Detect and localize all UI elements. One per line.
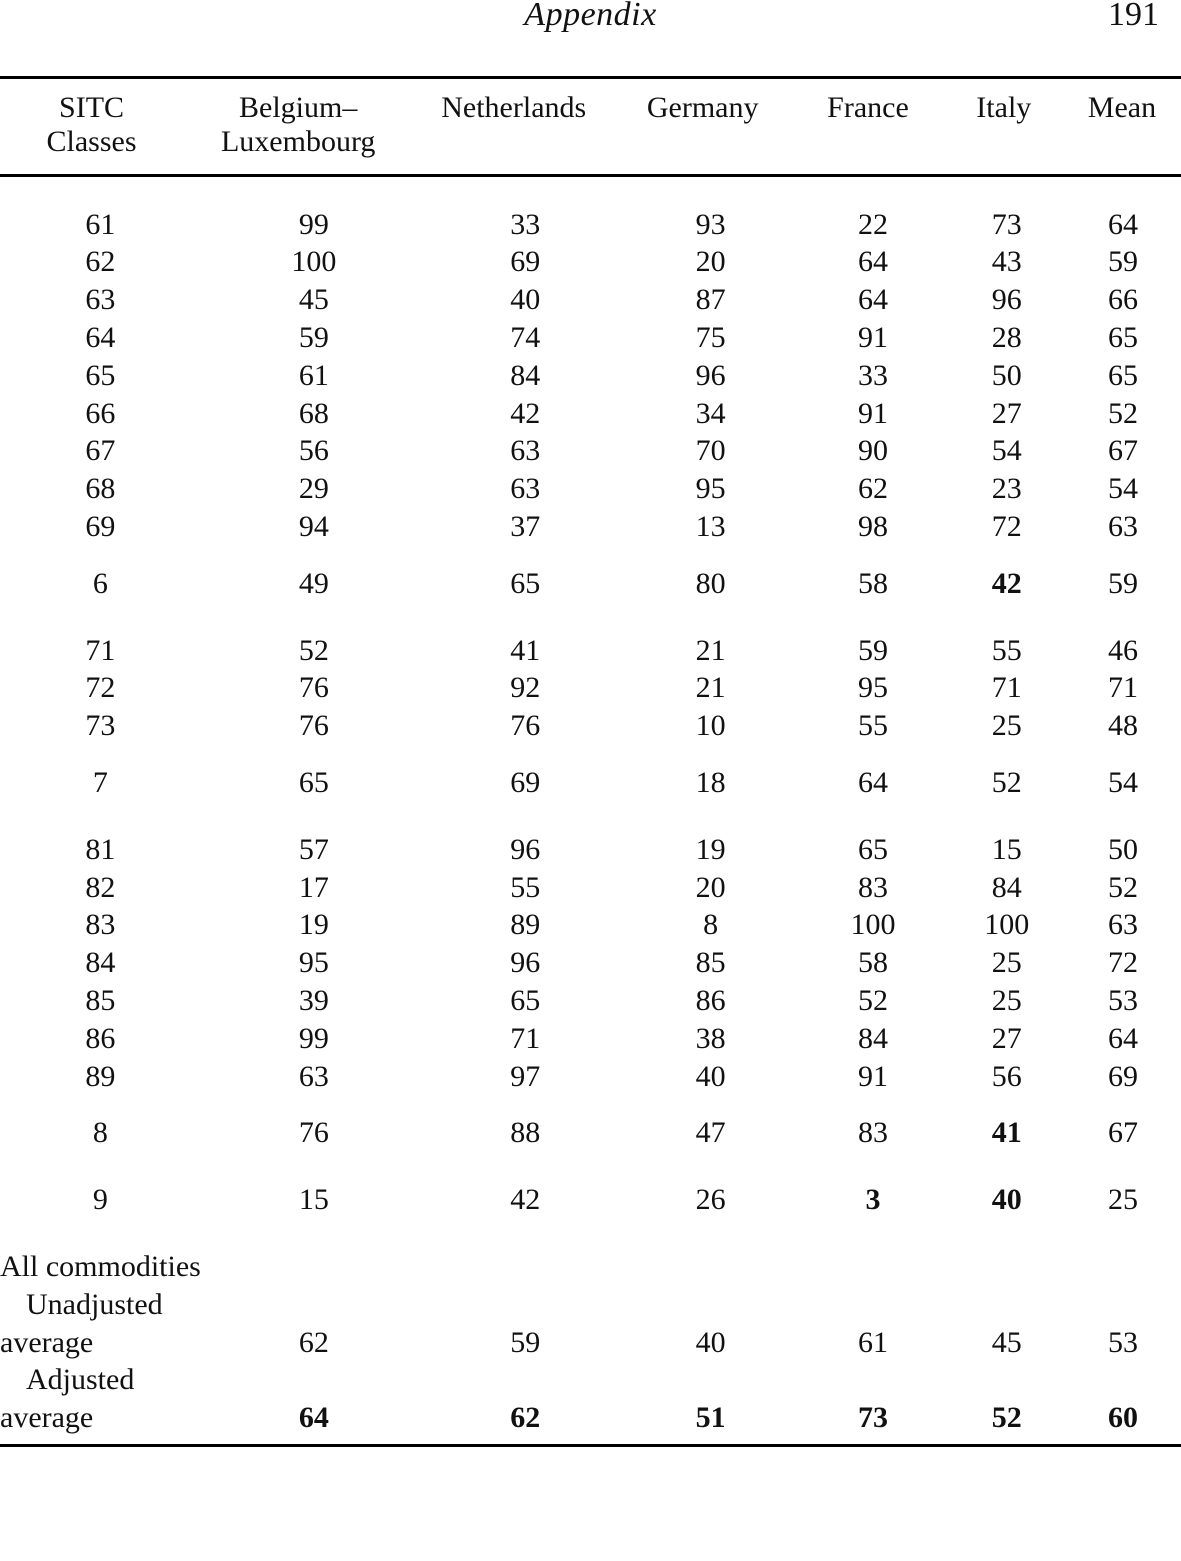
- table-row: [0, 831, 1181, 869]
- row-label: 85: [85, 984, 116, 1018]
- cell-italy: 45: [991, 1325, 1022, 1359]
- cell-belgium: 52: [298, 633, 329, 667]
- spacer-row: [0, 177, 1181, 206]
- cell-italy: 42: [991, 566, 1022, 600]
- adjusted-label: Adjusted: [26, 1363, 135, 1397]
- cell-belgium: 15: [298, 1183, 329, 1217]
- cell-germany: 86: [695, 984, 726, 1018]
- table-row: [0, 1058, 1181, 1096]
- table-row: [0, 244, 1181, 282]
- cell-belgium: 57: [298, 832, 329, 866]
- cell-netherlands: 59: [510, 1325, 541, 1359]
- row-label: 67: [85, 434, 116, 468]
- table-row-subtotal: [0, 1182, 1181, 1220]
- col-header-netherlands: Netherlands: [441, 91, 587, 124]
- cell-belgium: 49: [298, 566, 329, 600]
- row-label: 69: [85, 510, 116, 544]
- row-label: 9: [92, 1183, 108, 1217]
- row-label: 82: [85, 870, 116, 904]
- col-header-belgium-luxembourg: [183, 79, 413, 174]
- table-row: [0, 206, 1181, 244]
- summary-unadjusted-label-row: [0, 1286, 1181, 1324]
- cell-france: 91: [857, 321, 888, 355]
- table-row: [0, 632, 1181, 670]
- cell-netherlands: 40: [510, 283, 541, 317]
- cell-mean: 53: [1107, 1325, 1138, 1359]
- cell-germany: 75: [695, 321, 726, 355]
- table-row: [0, 395, 1181, 433]
- cell-germany: 80: [695, 566, 726, 600]
- cell-italy: 55: [991, 633, 1022, 667]
- col-header-belgium-line1: Belgium–: [239, 91, 358, 124]
- cell-germany: 26: [695, 1183, 726, 1217]
- table-row: [0, 983, 1181, 1021]
- cell-mean: 54: [1107, 766, 1138, 800]
- row-label: 86: [85, 1021, 116, 1055]
- cell-italy: 84: [991, 870, 1022, 904]
- cell-france: 58: [857, 946, 888, 980]
- row-label: 8: [92, 1116, 108, 1150]
- table-row: [0, 433, 1181, 471]
- cell-germany: 10: [695, 709, 726, 743]
- cell-netherlands: 65: [510, 984, 541, 1018]
- cell-germany: 40: [695, 1059, 726, 1093]
- table-row: [0, 869, 1181, 907]
- spacer-row: [0, 1096, 1181, 1115]
- cell-germany: 47: [695, 1116, 726, 1150]
- cell-france: 62: [857, 472, 888, 506]
- row-label: 83: [85, 908, 116, 942]
- row-label: 68: [85, 472, 116, 506]
- cell-france: 64: [857, 245, 888, 279]
- cell-mean: 50: [1107, 832, 1138, 866]
- table-row: [0, 357, 1181, 395]
- cell-italy: 50: [991, 358, 1022, 392]
- cell-france: 84: [857, 1021, 888, 1055]
- cell-mean: 71: [1107, 671, 1138, 705]
- spacer-row: [0, 1220, 1181, 1249]
- cell-germany: 21: [695, 671, 726, 705]
- unadjusted-average-label: average: [0, 1325, 94, 1359]
- cell-belgium: 17: [298, 870, 329, 904]
- row-label: 81: [85, 832, 116, 866]
- row-label: 66: [85, 396, 116, 430]
- cell-germany: 18: [695, 766, 726, 800]
- table-row: [0, 282, 1181, 320]
- cell-mean: 59: [1107, 245, 1138, 279]
- table-row: [0, 708, 1181, 746]
- cell-netherlands: 37: [510, 510, 541, 544]
- cell-netherlands: 42: [510, 396, 541, 430]
- summary-unadjusted-row: [0, 1324, 1181, 1362]
- spacer-row: [0, 603, 1181, 632]
- cell-belgium: 39: [298, 984, 329, 1018]
- summary-adjusted-row: [0, 1400, 1181, 1438]
- cell-germany: 34: [695, 396, 726, 430]
- cell-mean: 67: [1107, 434, 1138, 468]
- cell-netherlands: 92: [510, 671, 541, 705]
- row-label: 65: [85, 358, 116, 392]
- cell-italy: 27: [991, 1021, 1022, 1055]
- cell-netherlands: 33: [510, 207, 541, 241]
- summary-adjusted-label-row: [0, 1362, 1181, 1400]
- cell-netherlands: 69: [510, 245, 541, 279]
- cell-france: 98: [857, 510, 888, 544]
- cell-belgium: 94: [298, 510, 329, 544]
- cell-italy: 72: [991, 510, 1022, 544]
- cell-italy: 96: [991, 283, 1022, 317]
- cell-mean: 63: [1107, 908, 1138, 942]
- cell-belgium: 99: [298, 1021, 329, 1055]
- cell-netherlands: 63: [510, 472, 541, 506]
- table-row-subtotal: [0, 565, 1181, 603]
- col-header-sitc-line2: Classes: [46, 124, 137, 158]
- cell-france: 61: [857, 1325, 888, 1359]
- col-header-sitc-line1: SITC: [59, 91, 125, 124]
- cell-belgium: 29: [298, 472, 329, 506]
- cell-netherlands: 97: [510, 1059, 541, 1093]
- cell-netherlands: 69: [510, 766, 541, 800]
- cell-belgium: 76: [298, 709, 329, 743]
- cell-mean: 65: [1107, 358, 1138, 392]
- cell-italy: 73: [991, 207, 1022, 241]
- cell-germany: 20: [695, 245, 726, 279]
- table-header: [0, 79, 1181, 174]
- cell-germany: 51: [695, 1401, 726, 1435]
- table-row: [0, 907, 1181, 945]
- table-row: [0, 509, 1181, 547]
- cell-belgium: 64: [298, 1401, 329, 1435]
- cell-france: 90: [857, 434, 888, 468]
- cell-belgium: 59: [298, 321, 329, 355]
- cell-netherlands: 42: [510, 1183, 541, 1217]
- table-row-subtotal: [0, 765, 1181, 803]
- cell-italy: 52: [991, 1401, 1022, 1435]
- cell-belgium: 19: [298, 908, 329, 942]
- table-row: [0, 945, 1181, 983]
- cell-netherlands: 41: [510, 633, 541, 667]
- spacer-row: [0, 802, 1181, 831]
- cell-italy: 15: [991, 832, 1022, 866]
- cell-belgium: 65: [298, 766, 329, 800]
- cell-italy: 25: [991, 709, 1022, 743]
- cell-belgium: 61: [298, 358, 329, 392]
- cell-italy: 25: [991, 984, 1022, 1018]
- cell-france: 65: [857, 832, 888, 866]
- cell-netherlands: 63: [510, 434, 541, 468]
- row-label: 72: [85, 671, 116, 705]
- row-label: 64: [85, 321, 116, 355]
- cell-italy: 54: [991, 434, 1022, 468]
- appendix-table-body: [0, 177, 1181, 1437]
- cell-france: 22: [857, 207, 888, 241]
- cell-italy: 56: [991, 1059, 1022, 1093]
- col-header-mean: Mean: [1087, 91, 1157, 124]
- cell-italy: 71: [991, 671, 1022, 705]
- cell-netherlands: 62: [510, 1401, 541, 1435]
- table-row: [0, 471, 1181, 509]
- cell-france: 52: [857, 984, 888, 1018]
- cell-mean: 52: [1107, 870, 1138, 904]
- summary-heading-row: [0, 1249, 1181, 1287]
- cell-mean: 65: [1107, 321, 1138, 355]
- cell-germany: 19: [695, 832, 726, 866]
- table-row: [0, 320, 1181, 358]
- cell-france: 59: [857, 633, 888, 667]
- cell-germany: 87: [695, 283, 726, 317]
- cell-netherlands: 74: [510, 321, 541, 355]
- cell-germany: 38: [695, 1021, 726, 1055]
- cell-germany: 40: [695, 1325, 726, 1359]
- cell-italy: 27: [991, 396, 1022, 430]
- cell-germany: 13: [695, 510, 726, 544]
- row-label: 7: [92, 766, 108, 800]
- spacer-row: [0, 746, 1181, 765]
- cell-mean: 52: [1107, 396, 1138, 430]
- row-label: 62: [85, 245, 116, 279]
- spacer-row: [0, 1153, 1181, 1182]
- cell-mean: 67: [1107, 1116, 1138, 1150]
- cell-mean: 64: [1107, 207, 1138, 241]
- col-header-italy: Italy: [976, 91, 1032, 124]
- page-number: 191: [1108, 0, 1159, 33]
- cell-mean: 53: [1107, 984, 1138, 1018]
- cell-france: 91: [857, 396, 888, 430]
- cell-belgium: 68: [298, 396, 329, 430]
- cell-italy: 52: [991, 766, 1022, 800]
- cell-germany: 96: [695, 358, 726, 392]
- cell-germany: 21: [695, 633, 726, 667]
- row-label: 63: [85, 283, 116, 317]
- cell-mean: 72: [1107, 946, 1138, 980]
- cell-mean: 64: [1107, 1021, 1138, 1055]
- adjusted-average-label: average: [0, 1401, 94, 1435]
- cell-mean: 48: [1107, 709, 1138, 743]
- spacer-row: [0, 546, 1181, 565]
- row-label: 73: [85, 709, 116, 743]
- cell-italy: 100: [984, 908, 1030, 942]
- cell-germany: 70: [695, 434, 726, 468]
- cell-italy: 25: [991, 946, 1022, 980]
- cell-belgium: 62: [298, 1325, 329, 1359]
- cell-belgium: 100: [291, 245, 337, 279]
- col-header-france: France: [827, 91, 909, 124]
- cell-germany: 93: [695, 207, 726, 241]
- cell-belgium: 76: [298, 1116, 329, 1150]
- cell-mean: 66: [1107, 283, 1138, 317]
- cell-italy: 23: [991, 472, 1022, 506]
- cell-netherlands: 55: [510, 870, 541, 904]
- col-header-germany: Germany: [646, 91, 759, 124]
- cell-germany: 20: [695, 870, 726, 904]
- row-label: 71: [85, 633, 116, 667]
- cell-belgium: 56: [298, 434, 329, 468]
- cell-france: 33: [857, 358, 888, 392]
- cell-netherlands: 84: [510, 358, 541, 392]
- cell-mean: 59: [1107, 566, 1138, 600]
- cell-mean: 63: [1107, 510, 1138, 544]
- table-bottom-rule: [0, 1444, 1181, 1447]
- cell-italy: 43: [991, 245, 1022, 279]
- table-row: [0, 670, 1181, 708]
- cell-belgium: 99: [298, 207, 329, 241]
- cell-germany: 8: [703, 908, 719, 942]
- cell-netherlands: 88: [510, 1116, 541, 1150]
- cell-france: 64: [857, 283, 888, 317]
- row-label: 61: [85, 207, 116, 241]
- cell-italy: 28: [991, 321, 1022, 355]
- cell-mean: 69: [1107, 1059, 1138, 1093]
- cell-mean: 60: [1107, 1401, 1138, 1435]
- cell-netherlands: 76: [510, 709, 541, 743]
- col-header-belgium-line2: Luxembourg: [220, 124, 376, 158]
- table-row-subtotal: [0, 1115, 1181, 1153]
- cell-netherlands: 96: [510, 832, 541, 866]
- cell-france: 55: [857, 709, 888, 743]
- table-row: [0, 1020, 1181, 1058]
- cell-italy: 41: [991, 1116, 1022, 1150]
- row-label: 6: [92, 566, 108, 600]
- cell-france: 58: [857, 566, 888, 600]
- cell-belgium: 76: [298, 671, 329, 705]
- cell-netherlands: 89: [510, 908, 541, 942]
- running-head: [0, 0, 1181, 46]
- cell-germany: 85: [695, 946, 726, 980]
- unadjusted-label: Unadjusted: [26, 1287, 163, 1321]
- cell-france: 100: [850, 908, 896, 942]
- cell-belgium: 63: [298, 1059, 329, 1093]
- row-label: 84: [85, 946, 116, 980]
- cell-belgium: 45: [298, 283, 329, 317]
- cell-mean: 54: [1107, 472, 1138, 506]
- cell-mean: 25: [1107, 1183, 1138, 1217]
- cell-mean: 46: [1107, 633, 1138, 667]
- cell-germany: 95: [695, 472, 726, 506]
- cell-france: 83: [857, 870, 888, 904]
- cell-netherlands: 65: [510, 566, 541, 600]
- cell-belgium: 95: [298, 946, 329, 980]
- summary-heading: All commodities: [0, 1250, 201, 1284]
- cell-france: 3: [865, 1183, 881, 1217]
- appendix-table: [0, 79, 1181, 174]
- cell-italy: 40: [991, 1183, 1022, 1217]
- cell-france: 83: [857, 1116, 888, 1150]
- cell-france: 91: [857, 1059, 888, 1093]
- cell-france: 95: [857, 671, 888, 705]
- running-head-title: Appendix: [524, 0, 657, 33]
- cell-netherlands: 96: [510, 946, 541, 980]
- cell-netherlands: 71: [510, 1021, 541, 1055]
- row-label: 89: [85, 1059, 116, 1093]
- cell-france: 73: [857, 1401, 888, 1435]
- col-header-sitc: [0, 79, 183, 174]
- cell-france: 64: [857, 766, 888, 800]
